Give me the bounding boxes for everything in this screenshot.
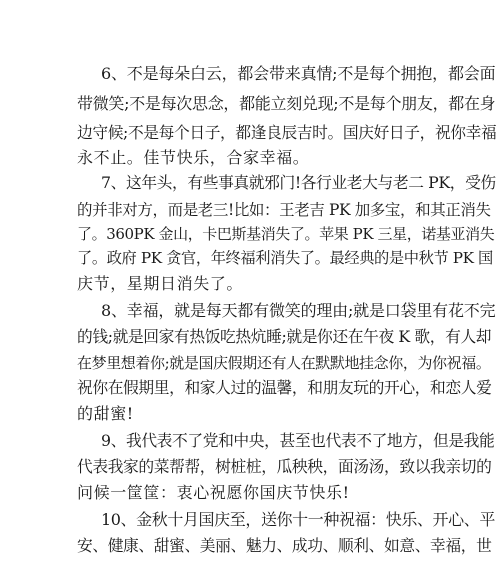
paragraph-line: 问候一筐筐：衷心祝愿你国庆节快乐!: [77, 483, 350, 502]
paragraph-line: 带微笑;不是每次思念，都能立刻兑现;不是每个朋友，都在身: [77, 94, 496, 113]
paragraph-line: 庆节，星期日消失了。: [77, 274, 244, 293]
paragraph-line: 祝你在假期里，和家人过的温馨，和朋友玩的开心，和恋人爱: [77, 378, 492, 397]
paragraph-line: 的钱;就是回家有热饭吃热炕睡;就是你还在午夜 K 歌，有人却: [77, 327, 492, 346]
paragraph-line: 了。政府 PK 贪官，年终福利消失了。最经典的是中秋节 PK 国: [77, 249, 493, 267]
paragraph-line: 了。360PK 金山，卡巴斯基消失了。苹果 PK 三星，诺基亚消失: [77, 225, 495, 243]
paragraph-line: 代表我家的菜帮帮，树桩桩，瓜秧秧，面汤汤，致以我亲切的: [77, 457, 492, 476]
paragraph-line: 10、金秋十月国庆至，送你十一种祝福：快乐、开心、平: [101, 510, 495, 529]
paragraph-line: 在梦里想着你;就是国庆假期还有人在默默地挂念你，为你祝福。: [77, 354, 491, 372]
paragraph-line: 的甜蜜!: [77, 404, 134, 423]
paragraph-line: 安、健康、甜蜜、美丽、魅力、成功、顺利、如意、幸福，世: [77, 536, 492, 555]
paragraph-line: 边守候;不是每个日子，都逢良辰吉时。国庆好日子，祝你幸福: [77, 123, 497, 142]
paragraph-line: 的并非对方，而是老三!比如：王老吉 PK 加多宝，和其正消失: [77, 201, 491, 219]
paragraph-line: 永不止。佳节快乐，合家幸福。: [77, 148, 310, 167]
paragraph-line: 9、我代表不了党和中央，甚至也代表不了地方，但是我能: [101, 431, 495, 450]
paragraph-line: 7、这年头，有些事真就邪门!各行业老大与老二 PK，受伤: [101, 173, 496, 192]
paragraph-line: 8、幸福，就是每天都有微笑的理由;就是口袋里有花不完: [101, 301, 496, 320]
paragraph-line: 6、不是每朵白云，都会带来真情;不是每个拥抱，都会面: [101, 64, 496, 83]
